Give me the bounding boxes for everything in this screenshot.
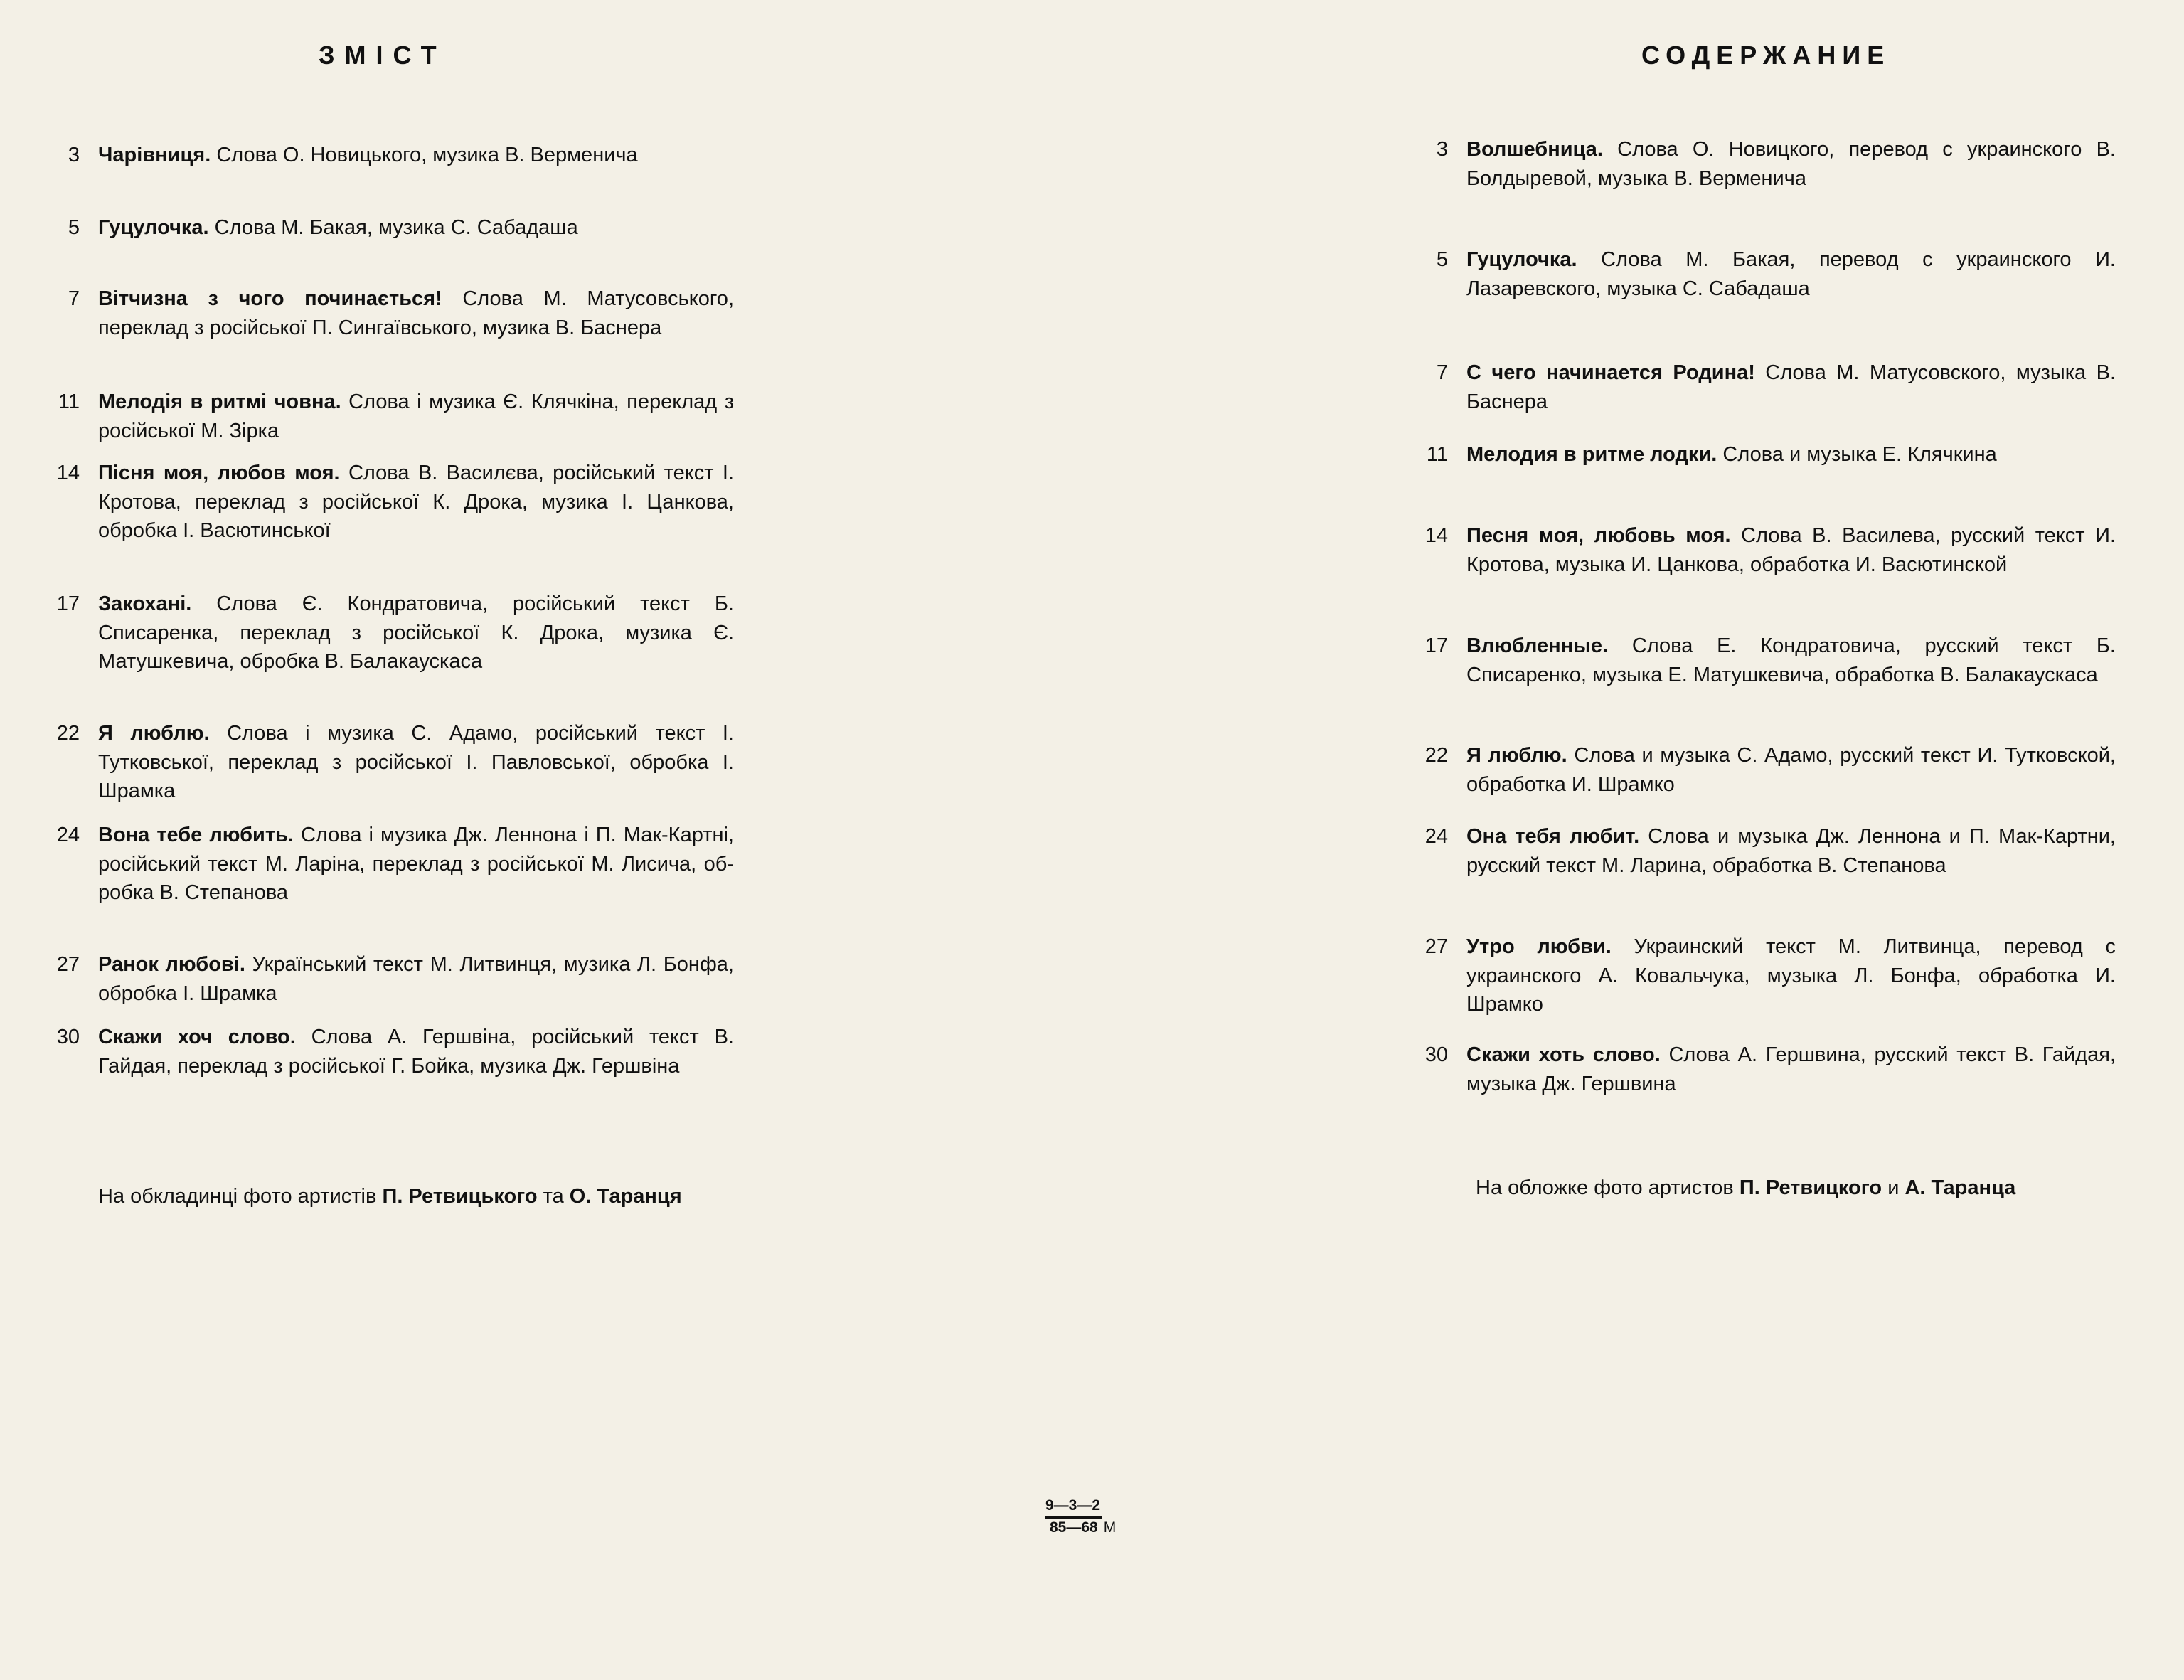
credits: Слова и музыка Дж. Леннона и П. Мак-Картни, русский текст М. Ларина, обработка В. Степанова [1466,825,2116,877]
song-title: Закохані. [98,592,192,615]
toc-entry [1415,440,2116,469]
toc-entry [47,285,734,342]
credits: Слова М. Бакая, перевод с украинского И. Лазаревского, музыка С. Сабадаша [1466,248,2116,300]
toc-entry [47,141,734,170]
artist-name: А. Таранца [1905,1176,2016,1199]
credits: Слова А. Гершвіна, російський текст В. Гайдая, переклад з російської Г. Бойка, музика Дж. Гершвіна [98,1026,734,1078]
cover-photo-credit [1476,1174,2116,1203]
song-title: Чарівниця. [98,144,211,166]
credits: Слова В. Василєва, російський текст І. Кротова, переклад з російської К. Дрока, музика І. Цанкова, обробка І. Васютинської [98,462,734,542]
toc-entry [47,590,734,676]
toc-entry [1415,521,2116,579]
song-title: Пісня моя, любов моя. [98,462,340,484]
toc-entry [47,388,734,445]
song-title: Я люблю. [1466,744,1567,767]
song-title: Вітчизна з чого починається! [98,287,442,310]
page-number: 14 [1424,524,1448,547]
credit-conjunction: та [537,1185,570,1208]
song-title: Волшебница. [1466,138,1603,161]
song-title: Она тебя любит. [1466,825,1640,848]
page-number: 17 [56,592,80,615]
imprint-suffix: М [1103,1519,1117,1536]
toc-entry [1415,135,2116,193]
toc-entry [1415,632,2116,689]
page-number: 17 [1424,634,1448,657]
song-title: С чего начинается Родина! [1466,361,1755,384]
page-number: 24 [56,824,80,846]
song-title: Мелодія в ритмі човна. [98,390,341,413]
credit-conjunction: и [1882,1176,1905,1199]
credits: Слова Є. Кондратовича, російський текст Б. Списаренка, переклад з російської К. Дрока, музика Є. Матушкевича, обробка В. Балакаускаса [98,592,734,673]
song-title: Скажи хоть слово. [1466,1043,1661,1066]
imprint-denominator: 85—68 [1050,1519,1098,1536]
credits: Слова и музыка Е. Клячкина [1717,443,1997,466]
credit-prefix: На обложке фото артистов [1476,1176,1740,1199]
toc-entry [1415,822,2116,880]
song-title: Гуцулочка. [98,216,209,239]
toc-entry [1415,741,2116,799]
toc-entry [47,1023,734,1080]
toc-entry [47,821,734,908]
credits: Слова и музыка С. Адамо, русский текст И. Тутковской, обработка И. Шрамко [1466,744,2116,796]
credits: Слова і музика С. Адамо, російський текст І. Тутковської, переклад з російської І. Павловської, обробка І. Шрамка [98,722,734,802]
page-number: 27 [1424,935,1448,958]
credits: Український текст М. Литвинця, музика Л. Бонфа, обробка І. Шрамка [98,953,734,1005]
imprint-numerator: 9—3—2 [1045,1496,1102,1519]
artist-name: О. Таранця [569,1185,682,1208]
page-number: 7 [1436,361,1448,384]
credits: Украинский текст М. Литвинца, перевод с украинского А. Ковальчука, музыка Л. Бонфа, обработка И. Шрамко [1466,935,2116,1016]
song-title: Песня моя, любовь моя. [1466,524,1731,547]
page-number: 5 [1436,248,1448,271]
page-number: 22 [56,722,80,745]
toc-entry [47,950,734,1008]
song-title: Ранок любові. [98,953,245,976]
song-title: Мелодия в ритме лодки. [1466,443,1717,466]
credits: Слова А. Гершвина, русский текст В. Гайдая, музыка Дж. Гершвина [1466,1043,2116,1095]
song-title: Влюбленные. [1466,634,1609,657]
credit-prefix: На обкладинці фото артистів [98,1185,383,1208]
page-number: 27 [56,953,80,976]
page-number: 7 [68,287,80,310]
page-title: ЗМІСТ [319,41,447,70]
cover-photo-credit [98,1182,731,1211]
toc-entry [47,213,734,243]
credits: Слова М. Бакая, музика С. Сабадаша [208,216,578,239]
toc-entry [1415,1041,2116,1098]
credits: Слова В. Василева, русский текст И. Кротова, музыка И. Цанкова, обработка И. Васютинской [1466,524,2116,576]
page-number: 14 [56,462,80,484]
credits: Слова М. Матусовського, переклад з російської П. Сингаївського, музика В. Баснера [98,287,734,339]
artist-name: П. Ретвицького [382,1185,538,1208]
page-number: 30 [56,1026,80,1048]
toc-entry [1415,932,2116,1019]
page-number: 22 [1424,744,1448,767]
page-number: 3 [1436,138,1448,161]
page-number: 30 [1424,1043,1448,1066]
page-title: СОДЕРЖАНИЕ [1641,41,1891,70]
page-number: 3 [68,144,80,166]
toc-entry [47,459,734,546]
credits: Слова і музика Дж. Леннона і П. Мак-Картні, російський текст М. Ларіна, переклад з російської М. Лисича, обробка В. Степанова [98,824,734,904]
page-number: 11 [1426,443,1448,466]
toc-entry [1415,358,2116,416]
song-title: Вона тебе любить. [98,824,294,846]
artist-name: П. Ретвицкого [1739,1176,1882,1199]
song-title: Я люблю. [98,722,210,745]
credits: Слова О. Новицького, музика В. Верменича [211,144,638,166]
page-number: 5 [68,216,80,239]
credits: Слова Е. Кондратовича, русский текст Б. Списаренко, музыка Е. Матушкевича, обработка В. Балакаускаса [1466,634,2116,686]
credits: Слова і музика Є. Клячкіна, переклад з російської М. Зірка [98,390,734,442]
toc-entry [1415,245,2116,303]
song-title: Утро любви. [1466,935,1612,958]
credits: Слова О. Новицкого, перевод с украинского В. Болдыревой, музыка В. Верменича [1466,138,2116,190]
imprint-code [1045,1496,1116,1537]
credits: Слова М. Матусовского, музыка В. Баснера [1466,361,2116,413]
song-title: Скажи хоч слово. [98,1026,296,1048]
page-number: 11 [58,390,80,413]
toc-entry [47,719,734,806]
page-number: 24 [1424,825,1448,848]
song-title: Гуцулочка. [1466,248,1577,271]
